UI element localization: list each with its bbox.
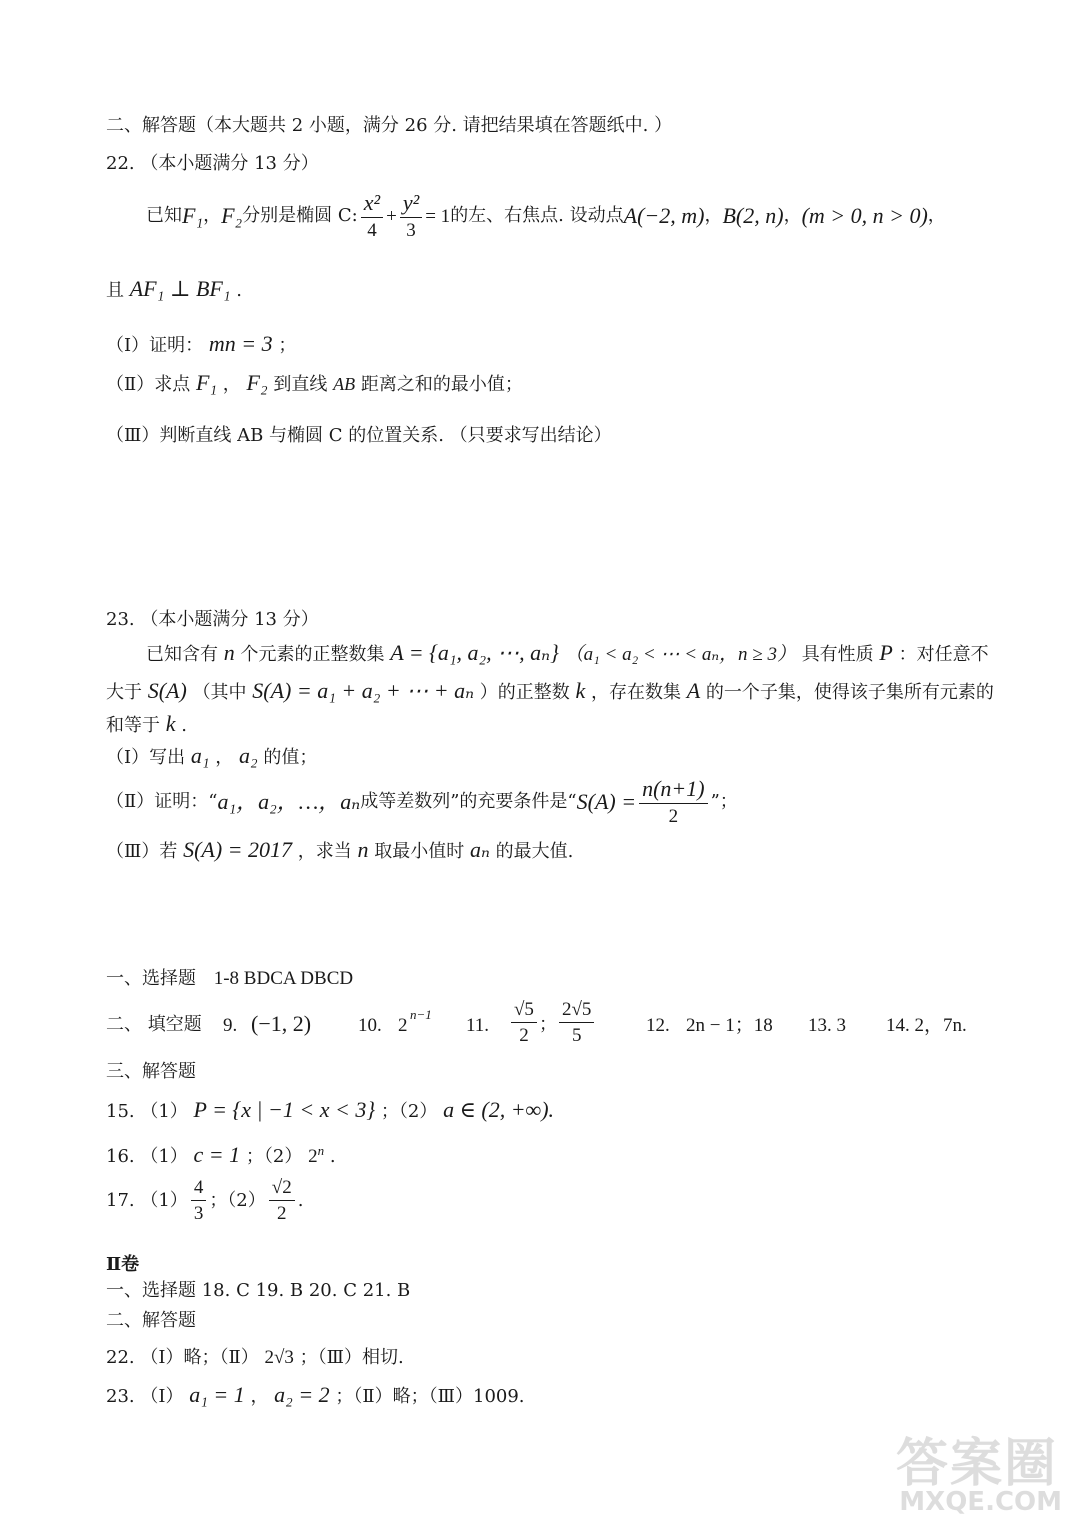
frac-num: x² — [361, 192, 383, 218]
part-text: ； — [278, 335, 297, 356]
q23-text: 个元素的正整数集 — [240, 644, 385, 665]
answer-value: a ∈ (2, +∞). — [443, 1097, 555, 1122]
q22-part3: （Ⅲ）判断直线 AB 与椭圆 C 的位置关系. （只要求写出结论） — [106, 425, 612, 446]
q22-text: ， — [783, 205, 802, 226]
point-a: A(−2, m) — [623, 203, 705, 228]
q23-text: 大于 — [106, 682, 142, 703]
part-text: 的值； — [263, 747, 318, 768]
frac-num: y² — [400, 192, 422, 218]
perp-condition: AF₁ ⊥ BF₁ — [129, 276, 231, 301]
frac-den: 4 — [367, 220, 377, 241]
var-n: n — [357, 837, 369, 862]
answer-value: a₂ = 2 — [274, 1382, 330, 1407]
answer-frac — [191, 1178, 207, 1223]
part-text: 的最大值. — [495, 841, 574, 862]
answer-frac — [269, 1178, 295, 1223]
answer-value: (−1, 2) — [251, 1011, 312, 1036]
answer-value: c = 1 — [193, 1142, 241, 1167]
q23-part3 — [106, 839, 573, 861]
q23-part2 — [106, 778, 738, 826]
answer-value: 2 — [398, 1015, 408, 1036]
frac-den: 5 — [571, 1025, 582, 1046]
part2-section-header: 二、解答题 — [106, 1310, 196, 1331]
answer-label: 16. （1） — [106, 1146, 188, 1167]
q22-p1-math: mn = 3 — [208, 331, 273, 356]
sequence: a₁，a₂，…，aₙ — [217, 789, 361, 814]
answer-label: 23. （Ⅰ） — [106, 1386, 184, 1407]
answer-num: 12. — [646, 1015, 670, 1036]
sum-value: S(A) = 2017 — [183, 837, 293, 862]
q23-text: 和等于 — [106, 715, 160, 736]
part-text: ，求当 — [297, 841, 352, 862]
answer-value: 2√3 — [264, 1347, 294, 1368]
answer-frac — [511, 1000, 537, 1045]
frac-num: √2 — [269, 1178, 295, 1201]
q23-line1 — [146, 642, 989, 664]
answer-section-header: 三、解答题 — [106, 1061, 196, 1082]
plus-sign: + — [386, 205, 397, 227]
part-text: 成等差数列”的充要条件是“ — [360, 791, 577, 812]
answer-label: 22. （Ⅰ）略；（Ⅱ） — [106, 1347, 259, 1368]
part-text: 距离之和的最小值； — [360, 374, 523, 395]
sum-formula-frac — [639, 778, 708, 826]
q22-stem — [146, 192, 946, 240]
watermark-logo — [856, 1421, 1066, 1517]
answer-num: 10. — [358, 1015, 382, 1036]
q22-text: 分别是椭圆 C: — [242, 205, 358, 226]
answer-label: 15. （1） — [106, 1101, 188, 1122]
answer-sep: ； — [539, 1014, 557, 1035]
answer-b22 — [106, 1348, 404, 1367]
answer-value: 2 — [308, 1146, 318, 1167]
var-an: aₙ — [469, 837, 490, 862]
q23-heading: 23. （本小题满分 13 分） — [106, 609, 319, 630]
answer-15 — [106, 1099, 554, 1121]
answer-16 — [106, 1144, 336, 1166]
q23-text: 具有性质 — [801, 644, 874, 665]
q23-text: （其中 — [192, 682, 247, 703]
frac-den: 3 — [193, 1203, 204, 1224]
answer-num: 11. — [466, 1015, 490, 1036]
answer-value: 1-8 BDCA DBCD — [213, 968, 354, 989]
frac-den: 3 — [406, 220, 416, 241]
q22-text: ， — [203, 205, 222, 226]
q23-text: ）的正整数 — [479, 682, 570, 703]
sum-def: S(A) = a₁ + a₂ + ⋯ + aₙ — [252, 678, 474, 703]
property-p: P — [879, 640, 893, 665]
var-a1: a₁ — [190, 743, 210, 768]
q22-text: 的左、右焦点. 设动点 — [450, 205, 624, 226]
line-ab: AB — [333, 374, 356, 394]
var-k: k — [165, 711, 176, 736]
part2-choice: 一、选择题 18. C 19. B 20. C 21. B — [106, 1280, 411, 1301]
q22-text: ， — [927, 205, 946, 226]
answer-sep: ；（2） — [245, 1146, 303, 1167]
answer-exp: n−1 — [410, 1007, 432, 1022]
q22-heading: 22. （本小题满分 13 分） — [106, 153, 319, 174]
frac-num: 4 — [191, 1178, 207, 1201]
answer-value: P = {x | −1 < x < 3} — [193, 1097, 376, 1122]
frac-num: √5 — [511, 1000, 537, 1023]
part-text: ， — [222, 374, 241, 395]
answer-text: ；（Ⅱ）略；（Ⅲ）1009. — [335, 1386, 525, 1407]
var-n: n — [223, 640, 235, 665]
q23-part1 — [106, 745, 317, 767]
part-label: （Ⅱ）求点 — [106, 374, 191, 395]
q22-text: 已知 — [146, 205, 182, 226]
q23-text: ，存在数集 — [590, 682, 681, 703]
q22-line2 — [106, 278, 242, 300]
watermark-text: 答案圈 — [895, 1434, 1058, 1494]
frac-num: n(n+1) — [639, 778, 708, 804]
answer-text: ；（Ⅲ）相切. — [299, 1347, 404, 1368]
answer-sep: ；（2） — [209, 1189, 266, 1211]
q22-part1 — [106, 333, 296, 355]
q22-f1: F₁ — [195, 370, 218, 395]
equals-one: = 1 — [425, 205, 451, 227]
ellipse-frac-y — [400, 192, 422, 240]
answer-num: 9. — [223, 1015, 238, 1036]
answer-value: 13. 3 — [808, 1015, 846, 1036]
q22-condition: (m > 0, n > 0) — [801, 203, 928, 228]
q22-f1: F₁ — [182, 203, 204, 228]
answer-sep: . — [329, 1146, 336, 1167]
answer-choice — [106, 969, 353, 988]
var-a2: a₂ — [238, 743, 258, 768]
q23-text: 已知含有 — [146, 644, 218, 665]
answer-value: 2n − 1；18 — [686, 1015, 773, 1036]
answer-value: 14. 2，7n. — [886, 1015, 967, 1036]
set-condition: （a₁ < a₂ < ⋯ < aₙ，n ≥ 3） — [564, 644, 796, 665]
section-header: 二、解答题（本大题共 2 小题，满分 26 分. 请把结果填在答题纸中. ） — [106, 115, 673, 136]
part-text: ， — [215, 747, 234, 768]
sum-s: S(A) — [147, 678, 187, 703]
q23-line2 — [106, 680, 994, 702]
answer-label: 一、选择题 — [106, 968, 196, 989]
part-label: （Ⅲ）若 — [106, 841, 178, 862]
answer-label: 二、 填空题 — [106, 1014, 202, 1035]
var-k: k — [575, 678, 586, 703]
part-text: 到直线 — [273, 374, 328, 395]
q22-part2 — [106, 372, 523, 394]
answer-frac — [559, 1000, 594, 1045]
answer-b23 — [106, 1384, 525, 1406]
answer-value: a₁ = 1 — [189, 1382, 245, 1407]
q22-text: 且 — [106, 280, 124, 301]
sum-s: S(A) = — [576, 789, 637, 814]
frac-num: 2√5 — [559, 1000, 594, 1023]
frac-den: 2 — [668, 806, 679, 827]
answer-sep: . — [297, 1189, 304, 1211]
q23-text: ：对任意不 — [898, 644, 989, 665]
q23-line3 — [106, 713, 187, 735]
set-a: A = {a₁, a₂, ⋯, aₙ} — [390, 640, 559, 665]
answer-sep: ；（2） — [380, 1101, 438, 1122]
q22-f2: F₂ — [221, 203, 243, 228]
part-label: （Ⅰ）证明： — [106, 335, 204, 356]
ellipse-frac-x — [361, 192, 383, 240]
set-a-ref: A — [686, 678, 701, 703]
watermark-url: MXQE.COM — [899, 1487, 1062, 1517]
q22-text: . — [236, 280, 242, 301]
part-text: ”； — [710, 791, 738, 812]
q22-f2: F₂ — [246, 370, 268, 395]
frac-den: 2 — [519, 1025, 529, 1046]
q22-text: ， — [704, 205, 723, 226]
answer-label: 17. （1） — [106, 1189, 188, 1211]
part-text: 取最小值时 — [374, 841, 465, 862]
part-label: （Ⅰ）写出 — [106, 747, 186, 768]
q23-text: 的一个子集，使得该子集所有元素的 — [705, 682, 994, 703]
point-b: B(2, n) — [722, 203, 784, 228]
q23-text: . — [181, 715, 187, 736]
frac-den: 2 — [276, 1203, 287, 1224]
part-label: （Ⅱ）证明：“ — [106, 791, 218, 812]
answer-exp: n — [317, 1143, 325, 1158]
part2-header: Ⅱ卷 — [106, 1254, 140, 1275]
answer-sep: ， — [250, 1386, 269, 1407]
answer-17 — [106, 1178, 303, 1223]
